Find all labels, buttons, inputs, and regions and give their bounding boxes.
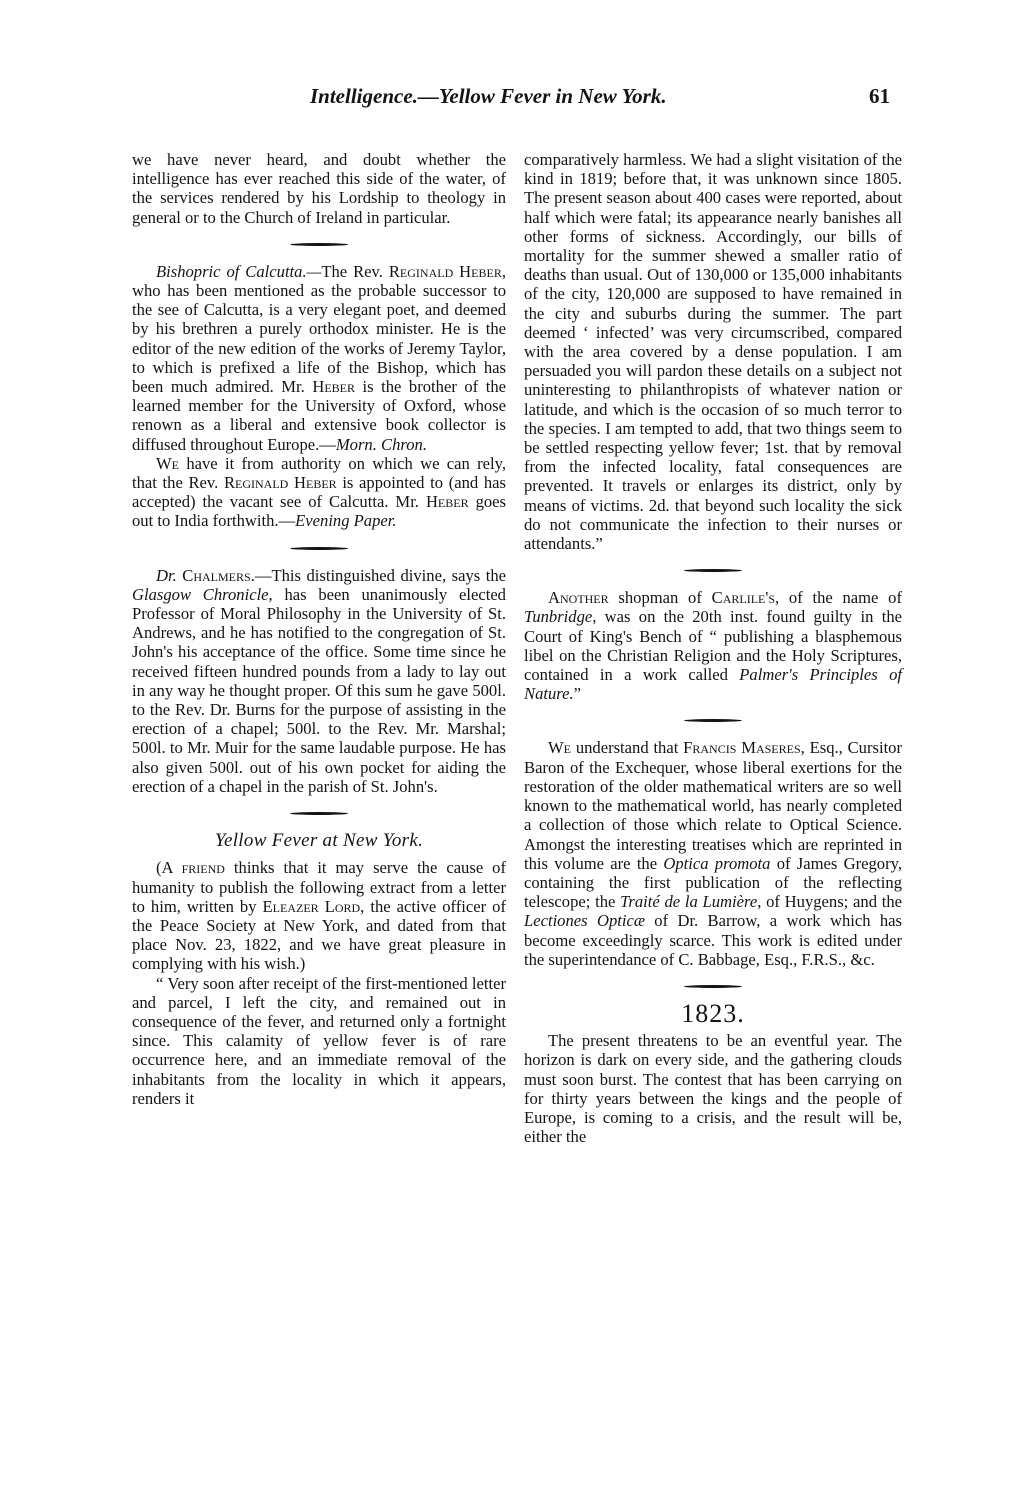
name-chalmers: Chalmers — [182, 565, 251, 585]
running-title: Intelligence.—Yellow Fever in New York. — [310, 84, 667, 108]
section-divider — [290, 545, 348, 552]
work-lectiones-opticae: Lectiones Opticæ — [524, 911, 645, 931]
calcutta-title: Bishopric of Calcutta.— — [156, 261, 322, 281]
section-divider — [684, 567, 742, 574]
yellow-fever-intro: (A friend thinks that it may serve the cause of humanity to publish the following extract from a letter to him, written by Eleazer Lord, the active officer of the Peace Society at New York, and dated from that place Nov. 23, 1822, and we have great pleasure in complying with his wish.) — [132, 858, 507, 974]
continuation-paragraph: we have never heard, and doubt whether the intelligence has ever reached this side of the water, of the services rendered by his Lordship to theology in general or to the Church of Ireland in particular. — [132, 150, 506, 227]
carlile-paragraph: Another shopman of Carlile's, of the name of Tunbridge, was on the 20th inst. found guilty in the Court of King's Bench of “ publishing a blasphemous libel on the Christian Religion and the Holy Scriptures, contained in a work called Palmer's Principles of Nature.” — [524, 588, 902, 704]
section-divider — [290, 241, 348, 248]
work-palmers-principles: Palmer's Principles of Nature. — [524, 665, 902, 704]
year-paragraph: The present threatens to be an eventful year. The horizon is dark on every side, and the gathering clouds must soon burst. The contest that has been carrying on for thirty years between the kings and the people of Europe, is coming to a crisis, and the result will be, either the — [524, 1031, 902, 1147]
name-tunbridge: Tunbridge — [524, 607, 593, 627]
running-header — [128, 84, 898, 124]
page-number: 61 — [869, 84, 890, 108]
chalmers-paragraph: Dr. Chalmers.—This distinguished divine, says the Glasgow Chronicle, has been unanimously elected Professor of Moral Philosophy in the University of St. Andrews, and he has notified to the congregation of St. John's his acceptance of the office. Some time since he received fifteen hundred pounds from a lady to lay out in any way he thought proper. Of this sum he gave 500l. to the Rev. Dr. Burns for the purpose of assisting in the erection of a chapel; 500l. to the Rev. Mr. Marshal; 500l. to Mr. Muir for the same laudable purpose. He has also given 500l. out of his own pocket for aiding the erection of a chapel in the parish of St. John's. — [132, 565, 506, 796]
name-francis-maseres: Francis Maseres — [683, 738, 801, 758]
letter-paragraph-continued: comparatively harmless. We had a slight visitation of the kind in 1819; before that, it was unknown since 1805. The present season about 400 cases were reported, about half which were fatal; its appearance nearly banishes all other forms of sickness. Accordingly, our bills of mortality for the summer shewed a smaller ratio of deaths than usual. Out of 130,000 or 135,000 inhabitants of the city, 120,000 are supposed to have remained in the city and suburbs during the summer. The part deemed ‘ infected’ was very circumscribed, compared with the area covered by a dense population. I am persuaded you will pardon these details on a subject not uninteresting to philanthropists of whatever nation or latitude, and which is the occasion of so much terror to the species. I am tempted to add, that two things seem to be settled respecting yellow fever; 1st. that by removal from the infected locality, fatal consequences are prevented. It travels or enlarges its district, only by means of victims. 2d. that beyond such locality the sick do not communicate the infection to their nurses or attendants.” — [524, 150, 902, 554]
name-reginald-heber: Reginald Heber — [223, 473, 337, 493]
section-divider — [684, 717, 742, 724]
calcutta-paragraph-2: We have it from authority on which we can rely, that the Rev. Reginald Heber is appointed to (and has accepted) the vacant see of Calcutta. Mr. Heber goes out to India forthwith.—Evening Paper. — [132, 453, 506, 531]
maseres-paragraph: We understand that Francis Maseres, Esq., Cursitor Baron of the Exchequer, whose liberal exertions for the restoration of the older mathematical writers are so well known to the mathematical world, has nearly completed a collection of those which relate to Optical Science. Amongst the interesting treatises which are reprinted in this volume are the Optica promota of James Gregory, containing the first publication of the reflecting telescope; the Traité de la Lumière, of Huygens; and the Lectiones Opticæ of Dr. Barrow, a work which has become exceedingly scarce. This work is edited under the superintendance of C. Babbage, Esq., F.R.S., &c. — [524, 738, 902, 969]
name-reginald-heber: Reginald Heber — [388, 261, 502, 281]
yellow-fever-heading: Yellow Fever at New York. — [214, 830, 424, 852]
name-heber: Heber — [312, 377, 355, 397]
work-traite-lumiere: Traité de la Lumière — [620, 892, 758, 912]
year-heading: 1823. — [681, 998, 745, 1028]
section-divider — [684, 983, 742, 990]
letter-paragraph-start: “ Very soon after receipt of the first-mentioned letter and parcel, I left the city, and remained out in consequence of the fever, and returned only a fortnight since. This calamity of yellow fever is of rare occurrence here, and an immediate removal of the inhabitants from the locality in which it appears, renders it — [132, 973, 506, 1108]
left-column — [132, 150, 506, 1108]
section-divider — [290, 810, 348, 817]
name-eleazer-lord: Eleazer Lord — [262, 896, 361, 916]
calcutta-paragraph-1: Bishopric of Calcutta.—The Rev. Reginald Heber, who has been mentioned as the probable successor to the see of Calcutta, is a very elegant poet, and deemed by his brethren a purely orthodox minister. He is the editor of the new edition of the works of Jeremy Taylor, to which is prefixed a life of the Bishop, which has been much admired. Mr. Heber is the brother of the learned member for the University of Oxford, whose renown as a liberal and extensive book collector is diffused throughout Europe.—Morn. Chron. — [132, 261, 506, 454]
right-column — [524, 150, 902, 1146]
source-evening-paper: Evening Paper. — [295, 511, 397, 531]
source-morn-chron: Morn. Chron. — [335, 434, 427, 454]
paper-glasgow-chronicle: Glasgow Chronicle — [132, 584, 269, 604]
work-optica-promota: Optica promota — [663, 853, 771, 873]
name-heber: Heber — [425, 492, 469, 512]
name-carlile: Carlile's — [711, 588, 776, 608]
